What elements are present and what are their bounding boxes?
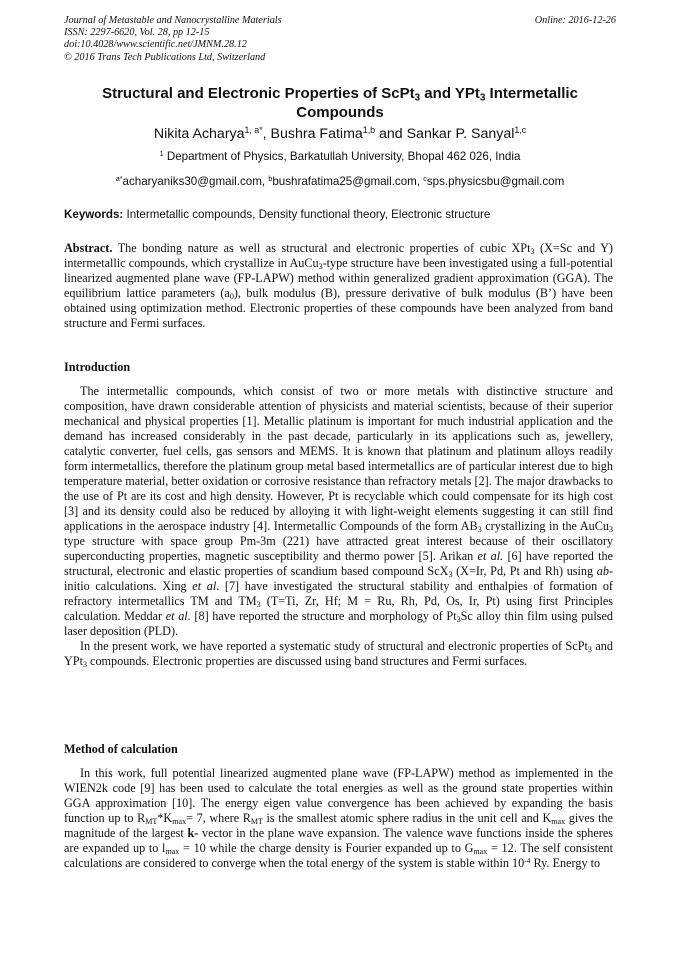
email-link: acharyaniks30@gmail.com, [122, 175, 269, 188]
paper-title [64, 84, 616, 122]
journal-doi: doi:10.4028/www.scientific.net/JMNM.28.12 [64, 39, 247, 51]
title-line-1: Structural and Electronic Properties of ScPt$_3$ and YPt$_3$ Intermetallic [102, 85, 578, 104]
keywords-text: Intermetallic compounds, Density functional theory, Electronic structure [123, 208, 491, 221]
email-link: sps.physicsbu@gmail.com [426, 175, 565, 188]
introduction-body [64, 384, 613, 669]
abstract: Abstract. The bonding nature as well as structural and electronic properties of cubic XPt$_3$ (X=Sc and Y) intermetallic compounds, which crystallize in AuCu$_3$-type structure have been investigated using a full-potential linearized augmented plane wave (FP-LAPW) method within generalized gradient approximation (GGA). The equilibrium lattice parameters $(a_0)$, bulk modulus (B), pressure derivative of bulk modulus (B’) have been obtained using optimization method. Electronic properties of these compounds have been analyzed from band structure and Fermi surfaces. [64, 241, 613, 330]
keywords-label: Keywords: [64, 208, 124, 221]
author-name: Nikita Acharya [153, 126, 245, 142]
title-line-2: Compounds [296, 104, 384, 121]
paragraph: In this work, full potential linearized augmented plane wave (FP-LAPW) method as implemented in the WIEN2k code [9] has been used to calculate the total energies as well as the ground state properties within GGA approximation [10]. The energy eigen value convergence has been achieved by expanding the basis function up to $R_{MT}*K_{max}= 7$, where $R_{MT}$ is the smallest atomic sphere radius in the unit cell and $K_{max}$ gives the magnitude of the largest k- vector in the plane wave expansion. The valence wave functions inside the spheres are expanded up to $l_{max} = 10$ while the charge density is Fourier expanded up to $G_{max} = 12$. The self consistent calculations are considered to converge when the total energy of the system is stable within $10^{-4}$ Ry. Energy to [64, 766, 613, 870]
journal-name: Journal of Metastable and Nanocrystalline Materials [64, 15, 282, 26]
author-name: Bushra Fatima [270, 126, 363, 142]
author-list: Nikita Acharya$^{1, a*}$, Bushra Fatima$^{1,b}$ and Sankar P. Sanyal$^{1,c}$ [153, 125, 527, 142]
author-name: Sankar P. Sanyal [406, 126, 515, 142]
method-body [64, 766, 613, 871]
journal-copyright: © 2016 Trans Tech Publications Ltd, Switzerland [64, 51, 266, 63]
author-emails: $^{a*}$acharyaniks30@gmail.com, $^b$bushrafatima25@gmail.com, $^c$sps.physicsbu@gmail.com [115, 174, 565, 188]
journal-header [64, 15, 616, 64]
paragraph: The intermetallic compounds, which consist of two or more metals with distinctive structure and composition, have drawn considerable attention of physicists and material scientists, because of their superior mechanical and physical properties [1]. Metallic platinum is important for much industrial application and the demand has increased considerably in the past decade, particularly in its applications such as, jewellery, catalytic converter, fuel cells, gas sensors and MEMS. It is known that platinum and platinum alloys readily form intermetallics, therefore the platinum group metal based intermetallics are of particular interest due to high temperature material, better oxidation or corrosive resistance than refractory metals [2]. The major drawbacks to the use of Pt are its cost and high density. However, Pt is recyclable which could compensate for its high cost [3] and its density could also be reduced by alloying it with light-weight elements suggesting it can still find applications in the aerospace industry [4]. Intermetallic Compounds of the form $AB_3$ crystallizing in the AuCu$_3$ type structure with space group Pm-3m (221) have attracted great interest because of their oscillatory superconducting properties, magnetic susceptibility and thermo power [5]. Arikan et al. [6] have reported the structural, electronic and elastic properties of scandium based compound ScX$_3$ (X=Ir, Pd, Pt and Rh) using ab-initio calculations. Xing et al. [7] have investigated the structural stability and enthalpies of formation of refractory intermetallics TM and $TM_3$ (T=Ti, Zr, Hf; M = Ru, Rh, Pd, Os, Ir, Pt) using first Principles calculation. Meddar et al. [8] have reported the structure and morphology of $Pt_3Sc$ alloy thin film using pulsed laser deposition (PLD). [64, 384, 614, 638]
keywords [64, 208, 616, 222]
abstract-label: Abstract. [64, 241, 113, 255]
section-heading-method: Method of calculation [64, 742, 178, 756]
journal-issn: ISSN: 2297-6620, Vol. 28, pp 12-15 [64, 27, 210, 39]
affiliation: $^1$ Department of Physics, Barkatullah University, Bhopal 462 026, India [159, 149, 521, 163]
email-link: bushrafatima25@gmail.com, [272, 175, 424, 188]
online-date: Online: 2016-12-26 [534, 15, 616, 26]
section-heading-introduction: Introduction [64, 360, 131, 374]
paragraph: In the present work, we have reported a systematic study of structural and electronic properties of ScPt$_3$ and YPt$_3$ compounds. Electronic properties are discussed using band structures and Fermi surfaces. [64, 639, 613, 669]
